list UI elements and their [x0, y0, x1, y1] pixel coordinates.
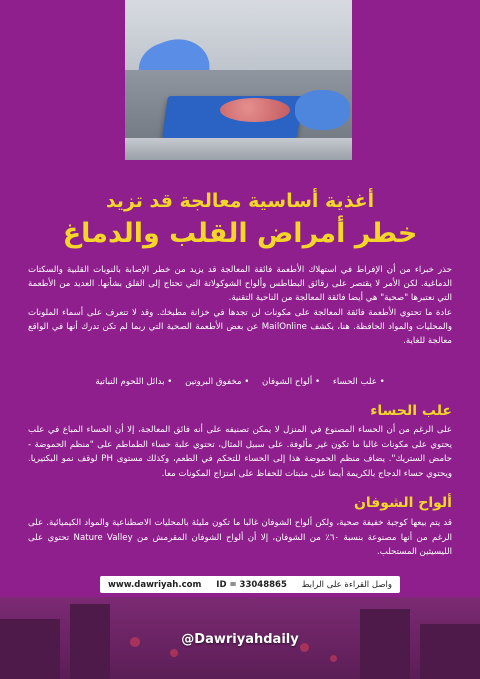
intro-paragraph: حذر خبراء من أن الإفراط في استهلاك الأطعمة فائقة المعالجة قد يزيد من خطر الإصابة بالنوبات القلبية والسكتات الدماغية. لكن الأمر لا يقتصر على رقائق البطاطس وألواح الشوكولاتة التي تحتاج إلى القلق بشأنها. العديد من الأطعمة التي نعتبرها "صحية" هي أيضا فائقة المعالجة من الناحية التقنية. [28, 265, 452, 304]
list-item: • علب الحساء [332, 377, 385, 387]
article-subtitle: أغذية أساسية معالجة قد تزيد [105, 190, 375, 212]
conveyor-rail [125, 138, 352, 160]
list-item: • ألواح الشوفان [262, 377, 321, 387]
meat-patty [220, 98, 290, 122]
food-list [28, 377, 452, 387]
article-id: ID = 33048865 [216, 579, 287, 590]
intro-paragraph: عادة ما تحتوي الأطعمة فائقة المعالجة على مكونات لن تجدها في خزانة مطبخك. وقد لا تتعرف على أسماء الملونات والمحليات والمواد الحافظة. هنا، يكشف MailOnline عن بعض الأطعمة الصحية التي ربما لم تكن تدرك أنها في الواقع معالجة للغاية. [28, 307, 452, 347]
article-title: خطر أمراض القلب والدماغ [62, 218, 418, 249]
read-more-strip [100, 576, 400, 593]
article-intro [28, 263, 452, 348]
meat-processing-photo [125, 0, 352, 160]
section-heading-soup: علب الحساء [370, 403, 452, 419]
list-item: • مخفوق البروتين [185, 377, 250, 387]
social-handle: @Dawriyahdaily [181, 632, 299, 647]
section-heading-oat-bars: ألواح الشوفان [353, 495, 452, 511]
gloved-hand-right [295, 90, 350, 130]
website-link[interactable]: www.dawriyah.com [108, 579, 202, 590]
section-body-soup: على الرغم من أن الحساء المصنوع في المنزل لا يمكن تصنيفه على أنه فائق المعالجة، إلا أن الحساء المباع في علب يحتوي على مكونات غالبا ما تكون غير مألوفة. على سبيل المثال، تحتوي علبة حساء الطماطم على "منظم الحموضة - حامض الستريك". يضاف منظم الحموضة هذا إلى الحساء للتحكم في الطعم، وكذلك مستوى PH لوقف نمو البكتيريا. ويحتوي حساء الدجاج بالكريمة أيضا على مثبتات للحفاظ على امتزاج المكونات معا. [28, 425, 452, 479]
list-item: • بدائل اللحوم النباتية [95, 377, 173, 387]
section-body-oat-bars: قد يتم بيعها كوجبة خفيفة صحية، ولكن ألواح الشوفان غالبا ما تكون مليئة بالمحليات الاصطناعية والمواد الكيميائية. على الرغم من أنها مصنوعة بنسبة ٦٠٪ من الشوفان، إلا أن ألواح الشوفان المقرمش من Nature Valley تحتوي على الليسيثين المستحلب. [28, 518, 452, 557]
read-more-label: واصل القراءة على الرابط [301, 579, 392, 590]
